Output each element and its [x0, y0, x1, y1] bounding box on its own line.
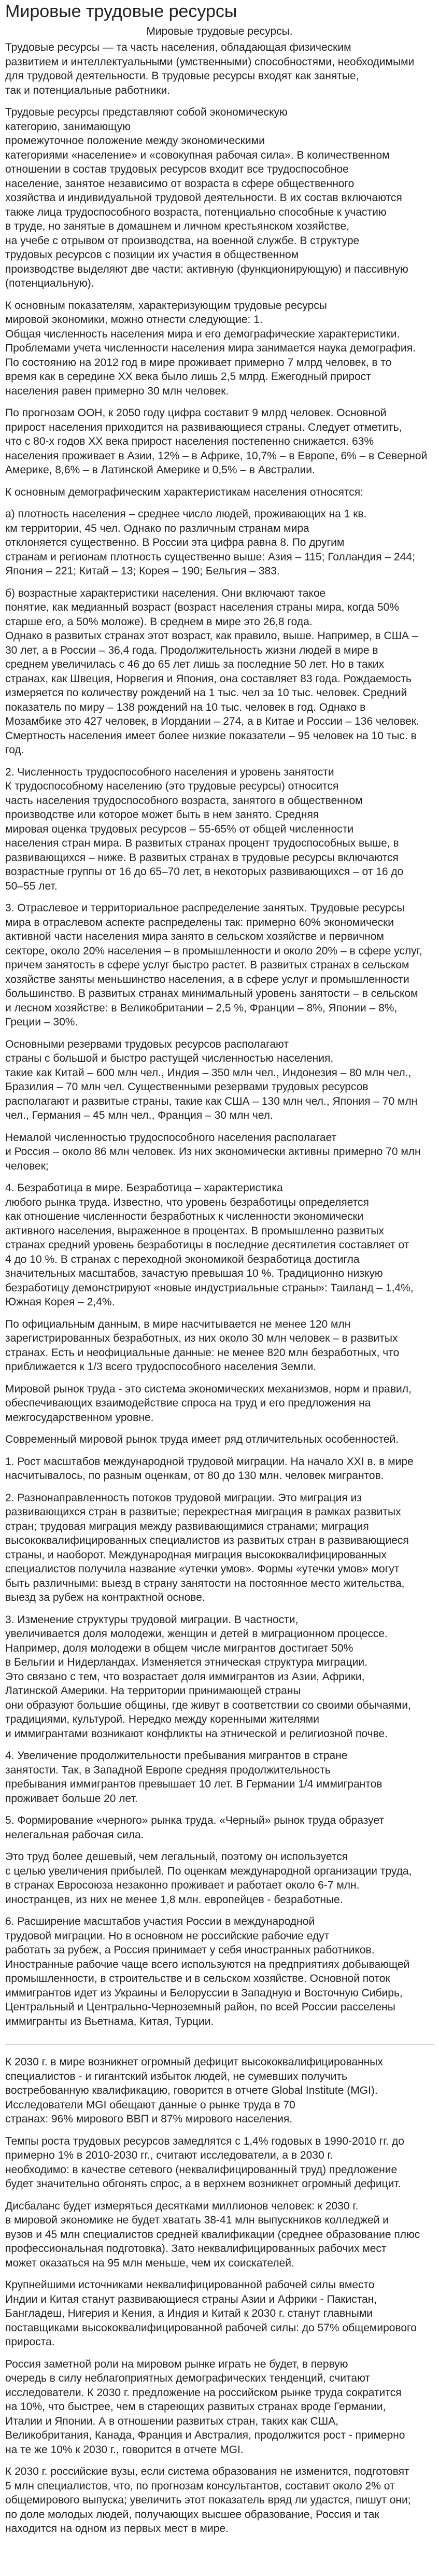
- page-title: Мировые трудовые ресурсы: [5, 2, 237, 21]
- paragraph-migration-directions: 2. Разнонаправленность потоков трудовой миграции. Это миграция из развивающихся стран в развитые; перекрестная миграция в рамках развитых стран; трудовая миграция между развивающимися странами; миграция высококвалифицированных специалистов из развитых стран в развивающиеся страны, и наоборот. Международная миграция высококвалифицированных специалистов получила название «утечки умов». Формы «утечки умов» могут быть различными: выезд в страну занятости на постоянное место жительства, выезд за рубеж на контрактной основе.: [5, 1491, 409, 1604]
- paragraph-russian-universities: К 2030 г. российские вузы, если система образования не изменится, подготовят 5 млн специалистов, что, по прогнозам консультантов, составит около 2% от общемирового выпуска; увеличить этот показатель вряд ли удастся, пишут они; по доле молодых людей, получающих высшее образование, Россия и так находится на одном из первых мест в мире.: [5, 2466, 411, 2535]
- paragraph-imbalance: Дисбаланс будет измеряться десятками миллионов человек: к 2030 г. в мировой экономике не будет хватать 38-41 млн выпускников колледжей и вузов и 45 млн специалистов средней квалификации (среднее образование плюс профессиональная подготовка). Зато неквалифицированных рабочих мест может оказаться на 95 млн меньше, чем их соискателей.: [5, 2200, 420, 2269]
- paragraph-growth-rates: Темпы роста трудовых ресурсов замедлятся с 1,4% годовых в 1990-2010 гг. до примерно 1% в 2010-2030 гг., считают исследователи, а в 2030 г. необходимо: в качестве сетевого (неквалифицированный труд) предложение будет значительно обгонять спрос, а в верхнем возникнет огромный дефицит.: [5, 2135, 404, 2190]
- paragraph-official-unemployment: По официальным данным, в мире насчитывается не менее 120 млн зарегистрированных безработных, из них около 30 млн человек – в развитых странах. Есть и неофициальные данные: не менее 820 млн безработных, что приближается к 1/3 всего трудоспособного населения Земли.: [5, 1318, 400, 1373]
- paragraph-2030-deficit: К 2030 г. в мире возникнет огромный дефицит высококвалифицированных специалистов - и гигантский избыток людей, не сумевших получить востребованную квалификацию, говорится в отчете Global Institute (MGI). Исследователи MGI обещают данные о рынке труда в 70 странах: 96% мирового ВВП и 87% мирового населения.: [5, 2056, 383, 2125]
- article-appendix: [5, 2055, 434, 2536]
- paragraph-stay-duration: 4. Увеличение продолжительности пребывания мигрантов в стране занятости. Так, в Западной Европе средняя продолжительность пребывания иммигрантов превышает 10 лет. В Германии 1/4 иммигрантов проживает больше 20 лет.: [5, 1750, 383, 1805]
- article-subtitle: Мировые трудовые ресурсы.: [146, 25, 293, 37]
- paragraph-migration-scale: 1. Рост масштабов международной трудовой миграции. На начало XXI в. в мире насчитывалось, по разным оценкам, от 80 до 130 млн. человек мигрантов.: [5, 1455, 414, 1482]
- section-divider: [5, 2044, 434, 2045]
- paragraph-main-indicators: К основным показателям, характеризующим трудовые ресурсы мировой экономики, можно отнести следующие: 1. Общая численность населения мира и его демографические характеристики. Проблемами учета численности населения мира занимается наука демография. По состоянию на 2012 год в мире проживает примерно 7 млрд человек, в то время как в середине XX века было лишь 2,5 млрд. Ежегодный прирост населения равен примерно 30 млн человек.: [5, 299, 416, 397]
- paragraph-working-age-population: 2. Численность трудоспособного населения и уровень занятости К трудоспособному населению (это трудовые ресурсы) относится часть населения трудоспособного возраста, занятого в общественном производстве или которое может быть в нем занято. Средняя мировая оценка трудовых ресурсов – 55-65% от общей численности населения стран мира. В развитых странах процент трудоспособных выше, в развивающихся – ниже. В развитых странах в трудовые ресурсы включаются возрастные группы от 16 до 65–70 лет, в некоторых развивающихся – от 16 до 50–55 лет.: [5, 766, 404, 892]
- article-body: [5, 40, 434, 2029]
- paragraph-labor-resources-definition: Трудовые ресурсы — та часть населения, обладающая физическим развитием и интеллектуальными (умственными) способностями, необходимыми для трудовой деятельности. В трудовые ресурсы входят как занятые, так и потенциальные работники.: [5, 41, 415, 96]
- paragraph-unemployment: 4. Безработица в мире. Безработица – характеристика любого рынка труда. Известно, что уровень безработицы определяется как отношение численности безработных к численности экономически активного населения, выраженное в процентах. В промышленно развитых странах средний уровень безработицы в последние десятилетия составляет от 4 до 10 %. В странах с переходной экономикой безработица достигла значительных масштабов, зачастую превышая 10 %. Традиционно низкую безработицу демонстрируют «новые индустриальные страны»: Таиланд – 1,4%, Южная Корея – 2,4%.: [5, 1182, 414, 1308]
- paragraph-sectoral-distribution: 3. Отраслевое и территориальное распределение занятых. Трудовые ресурсы мира в отраслевом аспекте распределены так: примерно 60% экономически активной части населения мира занято в сельском хозяйстве и первичном секторе, около 20% населения – в промышленности и около 20% – в сфере услуг, причем занятость в сфере услуг быстро растет. В развитых странах в сельском хозяйстве заняты меньшинство населения, а в сфере услуг и промышленности большинство. В развитых странах минимальный уровень занятости – в сельском и лесном хозяйстве: в Великобритании – 2,5 %, Франции – 8%, Японии – 8%, Греции – 30%.: [5, 902, 422, 1029]
- paragraph-cheap-labor: Это труд более дешевый, чем легальный, поэтому он используется с целью увеличения прибылей. По оценкам международной организации труда, в странах Евросоюза незаконно проживает и работает около 6-7 млн. иностранцев, из них не менее 1,8 млн. европейцев - безработные.: [5, 1851, 412, 1906]
- paragraph-russia-role: Россия заметной роли на мировом рынке играть не будет, в первую очередь в силу неблагоприятных демографических тенденций, считают исследователи. К 2030 г. предложение на российском рынке труда сократится на 10%, что быстрее, чем в стареющих развитых странах вроде Германии, Италии и Японии. А в отношении развитых стран, таких как США, Великобритания, Канада, Франция и Австралия, продолжится рост - примерно на те же 10% к 2030 г., говорится в отчете MGI.: [5, 2358, 405, 2456]
- paragraph-russia-labor: Немалой численностью трудоспособного населения располагает и Россия – около 86 млн человек. Из них экономически активны примерно 70 млн человек;: [5, 1131, 421, 1172]
- paragraph-labor-reserves: Основными резервами трудовых ресурсов располагают страны с большой и быстро растущей численностью населения, такие как Китай – 600 млн чел., Индия – 350 млн чел., Индонезия – 80 млн чел., Бразилия – 70 млн чел. Существенными резервами трудовых ресурсов располагают и развитые страны, такие как США – 130 млн чел., Япония – 70 млн чел., Германия – 45 млн чел., Франция – 30 млн чел.: [5, 1038, 418, 1122]
- paragraph-modern-features: Современный мировой рынок труда имеет ряд отличительных особенностей.: [5, 1433, 399, 1446]
- paragraph-world-labor-market: Мировой рынок труда - это система экономических механизмов, норм и правил, обеспечивающих взаимодействие спроса на труд и его предложения на межгосударственном уровне.: [5, 1383, 412, 1424]
- paragraph-un-forecast: По прогнозам ООН, к 2050 году цифра составит 9 млрд человек. Основной прирост населения приходится на развивающиеся страны. Следует отметить, что с 80-х годов XX века прирост населения постепенно снижается. 63% населения проживает в Азии, 12% – в Африке, 10,7% – в Европе, 6% – в Северной Америке, 8,6% – в Латинской Америке и 0,5% – в Австралии.: [5, 407, 428, 476]
- paragraph-labor-sources: Крупнейшими источниками неквалифицированной рабочей силы вместо Индии и Китая станут развивающиеся страны Азии и Африки - Пакистан, Бангладеш, Нигерия и Кения, а Индия и Китай к 2030 г. станут главными поставщиками высококвалифицированной рабочей силы: до 57% общемирового прироста.: [5, 2279, 417, 2348]
- paragraph-migration-structure: 3. Изменение структуры трудовой миграции. В частности, увеличивается доля молодежи, женщин и детей в миграционном процессе. Например, доля молодежи в общем числе мигрантов достигает 50% в Бельгии и Нидерландах. Изменяется этническая структура миграции. Это связано с тем, что возрастает доля иммигрантов из Азии, Африки, Латинской Америки. На территории принимающей страны они образуют большие общины, где живут в соответствии со своими обычаями, традициями, культурой. Нередко между коренными жителями и иммигрантами возникают конфликты на этнической и религиозной почве.: [5, 1613, 411, 1740]
- paragraph-economic-category: Трудовые ресурсы представляют собой экономическую категорию, занимающую промежуточное положение между экономическими категориями «население» и «совокупная рабочая сила». В количественном отношении в состав трудовых ресурсов входит все трудоспособное население, занятое независимо от возраста в сфере общественного хозяйства и индивидуальной трудовой деятельности. В их состав включаются также лица трудоспособного возраста, потенциально способные к участию в труде, но занятые в домашнем и личном крестьянском хозяйстве, на учебе с отрывом от производства, на военной службе. В структуре трудовых ресурсов с позиции их участия в общественном производстве выделяют две части: активную (функционирующую) и пассивную (потенциальную).: [5, 106, 408, 290]
- paragraph-population-density: а) плотность населения – среднее число людей, проживающих на 1 кв. км территории, 45 чел. Однако по различным странам мира отклоняется существенно. В России эта цифра равна 8. По другим странам и регионам плотность существенно выше: Азия – 115; Голландия – 244; Япония – 221; Китай – 13; Корея – 190; Бельгия – 383.: [5, 508, 415, 578]
- paragraph-russia-migration: 6. Расширение масштабов участия России в международной трудовой миграции. Но в основном не российские рабочие едут работать за рубеж, а Россия принимает у себя иностранных работников. Иностранные рабочие чаще всего используются на предприятиях добывающей промышленности, в строительстве и в сельском хозяйстве. Основной поток иммигрантов идет из Украины и Белоруссии в Западную и Восточную Сибирь, Центральный и Центрально-Черноземный район, по всей России расселены иммигранты из Вьетнама, Китая, Турции.: [5, 1916, 410, 2028]
- paragraph-demographic-characteristics: К основным демографическим характеристикам населения относятся:: [5, 486, 363, 498]
- paragraph-age-characteristics: б) возрастные характеристики населения. Они включают такое понятие, как медианный возраст (возраст населения страны мира, когда 50% старше его, а 50% моложе). В среднем в мире это 26,8 года. Однако в развитых странах этот возраст, как правило, выше. Например, в США – 30 лет, а в России – 36,4 года. Продолжительность жизни людей в мире в среднем увеличилась с 46 до 65 лет лишь за последние 50 лет. Но в таких странах, как Швеция, Норвегия и Япония, она составляет 83 года. Рождаемость измеряется по количеству рождений на 1 тыс. чел за 10 тыс. человек. Средний показатель по миру – 138 рождений на 10 тыс. человек в год. Однако в Мозамбике это 427 человек, в Иордании – 274, а в Китае и России – 136 человек. Смертность населения имеет более низкие показатели – 95 человек на 10 тыс. в год.: [5, 587, 419, 756]
- paragraph-black-market: 5. Формирование «черного» рынка труда. «Черный» рынок труда образует нелегальная рабочая сила.: [5, 1814, 385, 1841]
